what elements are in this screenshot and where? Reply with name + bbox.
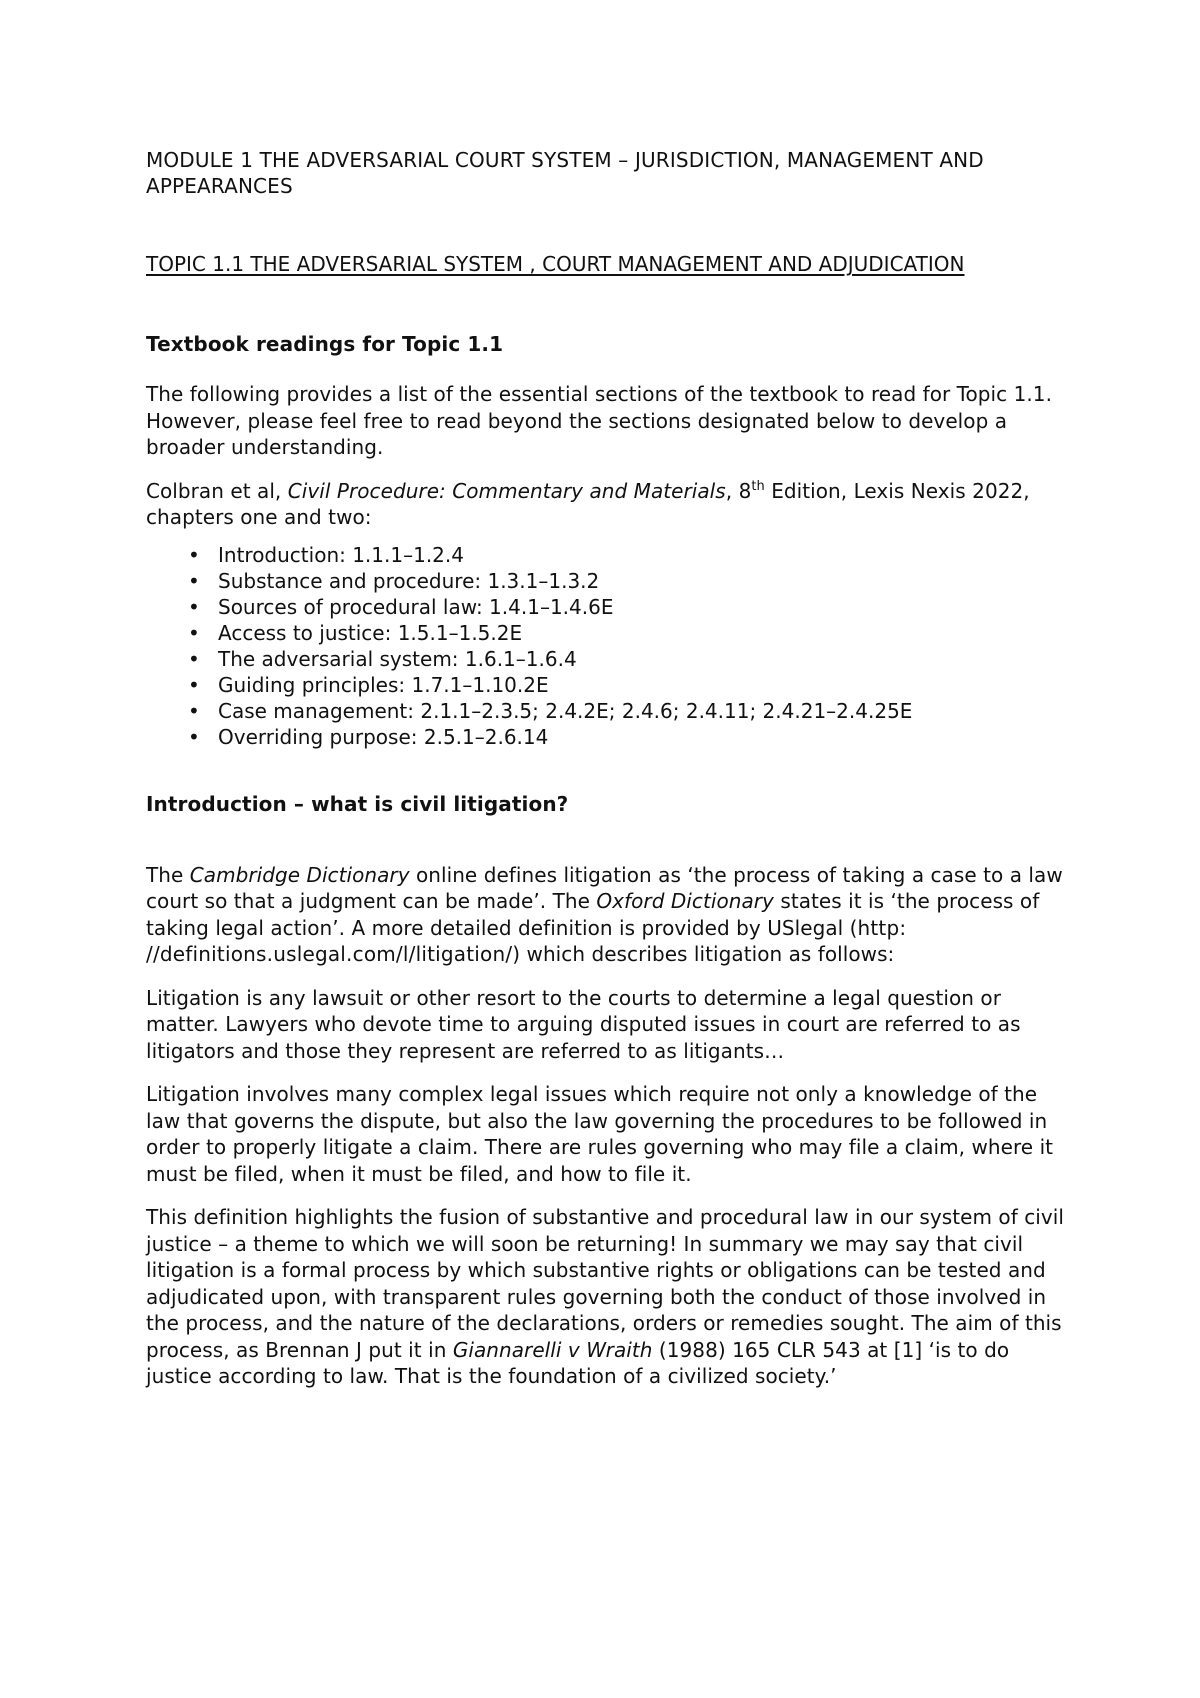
readings-heading: Textbook readings for Topic 1.1: [146, 332, 504, 356]
list-item-text: Sources of procedural law: 1.4.1–1.4.6E: [218, 594, 614, 619]
citation-edition-number: , 8: [725, 478, 752, 503]
summary-text: This definition highlights the fusion of substantive and procedural law in our system of civil justice – a theme to which we will soon be returning! In summary we may say that civil litigation is a formal process by which substantive rights or obligations can be tested and adjudicated upon, with transparent rules governing both the conduct of those involved in the process, and the nature of the declarations, orders or remedies sought. The aim of this process, as Brennan J put it in: [146, 1205, 1064, 1362]
bullet-icon: •: [188, 672, 200, 697]
list-item: [146, 646, 1066, 672]
list-item-text: Substance and procedure: 1.3.1–1.3.2: [218, 568, 600, 593]
list-item: [146, 542, 1066, 568]
bullet-icon: •: [188, 724, 200, 749]
citation-edition-suffix: th: [751, 478, 765, 494]
litigation-quote-2: Litigation involves many complex legal issues which require not only a knowledge of the law that governs the dispute, but also the law governing the procedures to be followed in order to properly litigate a claim. There are rules governing who may file a claim, where it must be filed, when it must be filed, and how to file it.: [146, 1082, 1054, 1186]
definitions-text: online defines litigation as ‘the process of taking a case to a law court so that a judgment can be made’. The: [146, 862, 1063, 913]
textbook-citation: [146, 478, 1066, 531]
list-item-text: Overriding purpose: 2.5.1–2.6.14: [218, 724, 549, 749]
uslegal-link[interactable]: http: //definitions.uslegal.com/l/litigation/: [146, 915, 907, 966]
litigation-quote-1: Litigation is any lawsuit or other resort to the courts to determine a legal question or matter. Lawyers who devote time to arguing disputed issues in court are referred to as litigators and those they represent are referred to as litigants…: [146, 985, 1021, 1063]
cambridge-dictionary-title: Cambridge Dictionary: [189, 862, 410, 887]
bullet-icon: •: [188, 620, 200, 645]
document-page: [146, 147, 1066, 1390]
list-item: [146, 594, 1066, 620]
definitions-text: states it is ‘the process of taking legal action’: [146, 889, 1040, 940]
bullet-icon: •: [188, 646, 200, 671]
introduction-heading: Introduction – what is civil litigation?: [146, 791, 569, 816]
topic-title: TOPIC 1.1 THE ADVERSARIAL SYSTEM , COURT MANAGEMENT AND ADJUDICATION: [146, 252, 965, 276]
list-item: [146, 698, 1066, 724]
case-name: Giannarelli v Wraith: [452, 1337, 653, 1362]
readings-list: [146, 542, 1066, 750]
list-item: [146, 724, 1066, 750]
module-title: MODULE 1 THE ADVERSARIAL COURT SYSTEM – JURISDICTION, MANAGEMENT AND APPEARANCES: [146, 148, 984, 198]
list-item: [146, 620, 1066, 646]
citation-book-title: Civil Procedure: Commentary and Materials: [287, 478, 726, 503]
list-item: [146, 568, 1066, 594]
bullet-icon: •: [188, 542, 200, 567]
definitions-text: The: [146, 862, 190, 887]
list-item-text: Case management: 2.1.1–2.3.5; 2.4.2E; 2.4.6; 2.4.11; 2.4.21–2.4.25E: [218, 698, 913, 723]
bullet-icon: •: [188, 594, 200, 619]
bullet-icon: •: [188, 568, 200, 593]
citation-edition-rest: Edition, Lexis Nexis 2022, chapters one and two:: [146, 478, 1030, 529]
bullet-icon: •: [188, 698, 200, 723]
definitions-text: ) which describes litigation as follows:: [512, 942, 895, 966]
oxford-dictionary-title: Oxford Dictionary: [596, 889, 774, 913]
summary-text: (1988) 165 CLR 543 at [1] ‘is to do justice according to law. That is the foundation of a civilized society.’: [146, 1337, 1010, 1388]
list-item-text: Access to justice: 1.5.1–1.5.2E: [218, 620, 523, 645]
list-item: [146, 672, 1066, 698]
list-item-text: Introduction: 1.1.1–1.2.4: [218, 542, 464, 567]
definitions-text: . A more detailed definition is provided by USlegal (: [338, 915, 858, 940]
definitions-paragraph: [146, 862, 1066, 968]
list-item-text: Guiding principles: 1.7.1–1.10.2E: [218, 672, 549, 697]
citation-authors: Colbran et al,: [146, 478, 288, 503]
readings-intro: The following provides a list of the essential sections of the textbook to read for Topic 1.1. However, please feel free to read beyond the sections designated below to develop a broader understanding.: [146, 382, 1052, 459]
list-item-text: The adversarial system: 1.6.1–1.6.4: [218, 646, 577, 671]
summary-paragraph: [146, 1204, 1066, 1390]
